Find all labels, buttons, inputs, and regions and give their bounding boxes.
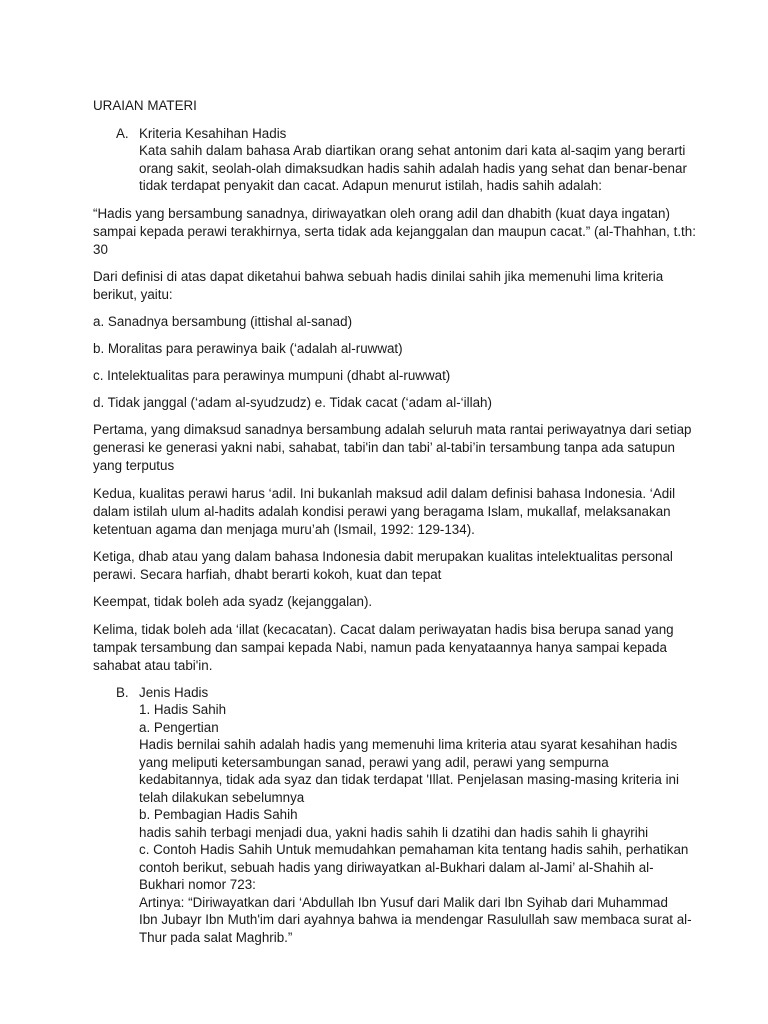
criteria-item: a. Sanadnya bersambung (ittishal al-sanad) — [93, 314, 353, 329]
section-b-line: b. Pembagian Hadis Sahih — [139, 807, 298, 822]
quote-line: “Hadis yang bersambung sanadnya, diriwayatkan oleh orang adil dan dhabith (kuat daya ingatan) — [93, 206, 670, 221]
pertama-line: yang terputus — [93, 458, 175, 473]
heading: URAIAN MATERI — [93, 98, 197, 113]
section-b-line: hadis sahih terbagi menjadi dua, yakni hadis sahih li dzatihi dan hadis sahih li ghayrihi — [139, 825, 649, 840]
definition-line: Dari definisi di atas dapat diketahui bahwa sebuah hadis dinilai sahih jika memenuhi lima kriteria — [93, 269, 664, 284]
section-b-line: telah dilakukan sebelumnya — [139, 790, 305, 805]
criteria-item: c. Intelektualitas para perawinya mumpuni (dhabt al-ruwwat) — [93, 368, 451, 383]
ketiga-line: perawi. Secara harfiah, dhabt berarti kokoh, kuat dan tepat — [93, 567, 442, 582]
section-b-line: Bukhari nomor 723: — [139, 877, 256, 892]
section-a-title: Kriteria Kesahihan Hadis — [139, 126, 287, 141]
pertama-line: generasi ke generasi yakni nabi, sahabat, tabi'in dan tabi’ al-tabi’in tersambung tanpa ada satupun — [93, 440, 675, 455]
criteria-item: b. Moralitas para perawinya baik (‘adalah al-ruwwat) — [93, 341, 403, 356]
section-a-line: Kata sahih dalam bahasa Arab diartikan orang sehat antonim dari kata al-saqim yang berarti — [139, 143, 686, 158]
section-b-line: Thur pada salat Maghrib.” — [139, 930, 293, 945]
section-b-line: c. Contoh Hadis Sahih Untuk memudahkan pemahaman kita tentang hadis sahih, perhatikan — [139, 842, 689, 857]
kedua-line: dalam istilah ulum al-hadits adalah kondisi perawi yang beragama Islam, mukallaf, melaksanakan — [93, 504, 671, 519]
section-b-line: contoh berikut, sebuah hadis yang diriwayatkan al-Bukhari dalam al-Jami’ al-Shahih al- — [139, 860, 654, 875]
ketiga-line: Ketiga, dhab atau yang dalam bahasa Indonesia dabit merupakan kualitas intelektualitas personal — [93, 549, 673, 564]
section-b-line: 1. Hadis Sahih — [139, 702, 227, 717]
section-b-line: Artinya: “Diriwayatkan dari ‘Abdullah Ibn Yusuf dari Malik dari Ibn Syihab dari Muhammad — [139, 895, 668, 910]
section-b-line: kedabitannya, tidak ada syaz dan tidak terdapat 'Illat. Penjelasan masing-masing kriteria ini — [139, 772, 679, 787]
section-b-line: a. Pengertian — [139, 720, 219, 735]
section-a-line: orang sakit, seolah-olah dimaksudkan hadis sahih adalah hadis yang sehat dan benar-benar — [139, 161, 687, 176]
keempat-line: Keempat, tidak boleh ada syadz (kejanggalan). — [93, 594, 373, 609]
section-b-line: yang meliputi ketersambungan sanad, perawi yang adil, perawi yang sempurna — [139, 755, 609, 770]
kelima-line: Kelima, tidak boleh ada ‘illat (kecacatan). Cacat dalam periwayatan hadis bisa berupa sanad yang — [93, 622, 674, 637]
kelima-line: tampak tersambung dan sampai kepada Nabi, namun pada kenyataannya hanya sampai kepada — [93, 640, 667, 655]
section-b-line: Ibn Jubayr Ibn Muth'im dari ayahnya bahwa ia mendengar Rasulullah saw membaca surat al- — [139, 912, 692, 927]
kedua-line: Kedua, kualitas perawi harus ‘adil. Ini bukanlah maksud adil dalam definisi bahasa Indonesia. ‘Adil — [93, 486, 676, 501]
pertama-line: Pertama, yang dimaksud sanadnya bersambung adalah seluruh mata rantai periwayatnya dari setiap — [93, 422, 692, 437]
kedua-line: ketentuan agama dan menjaga muru’ah (Ismail, 1992: 129-134). — [93, 522, 475, 537]
section-a-line: tidak terdapat penyakit dan cacat. Adapun menurut istilah, hadis sahih adalah: — [139, 178, 603, 193]
section-b-marker: B. — [116, 685, 129, 700]
section-a-marker: A. — [116, 126, 129, 141]
quote-line: sampai kepada perawi terakhirnya, serta tidak ada kejanggalan dan maupun cacat.” (al-Thahhan, t.th: — [93, 224, 696, 239]
kelima-line: sahabat atau tabi'in. — [93, 658, 213, 673]
definition-line: berikut, yaitu: — [93, 287, 173, 302]
quote-line: 30 — [93, 242, 108, 257]
criteria-item: d. Tidak janggal (‘adam al-syudzudz) e. Tidak cacat (‘adam al-‘illah) — [93, 395, 492, 410]
section-b-line: Hadis bernilai sahih adalah hadis yang memenuhi lima kriteria atau syarat kesahihan hadis — [139, 737, 678, 752]
section-b-title: Jenis Hadis — [139, 685, 209, 700]
